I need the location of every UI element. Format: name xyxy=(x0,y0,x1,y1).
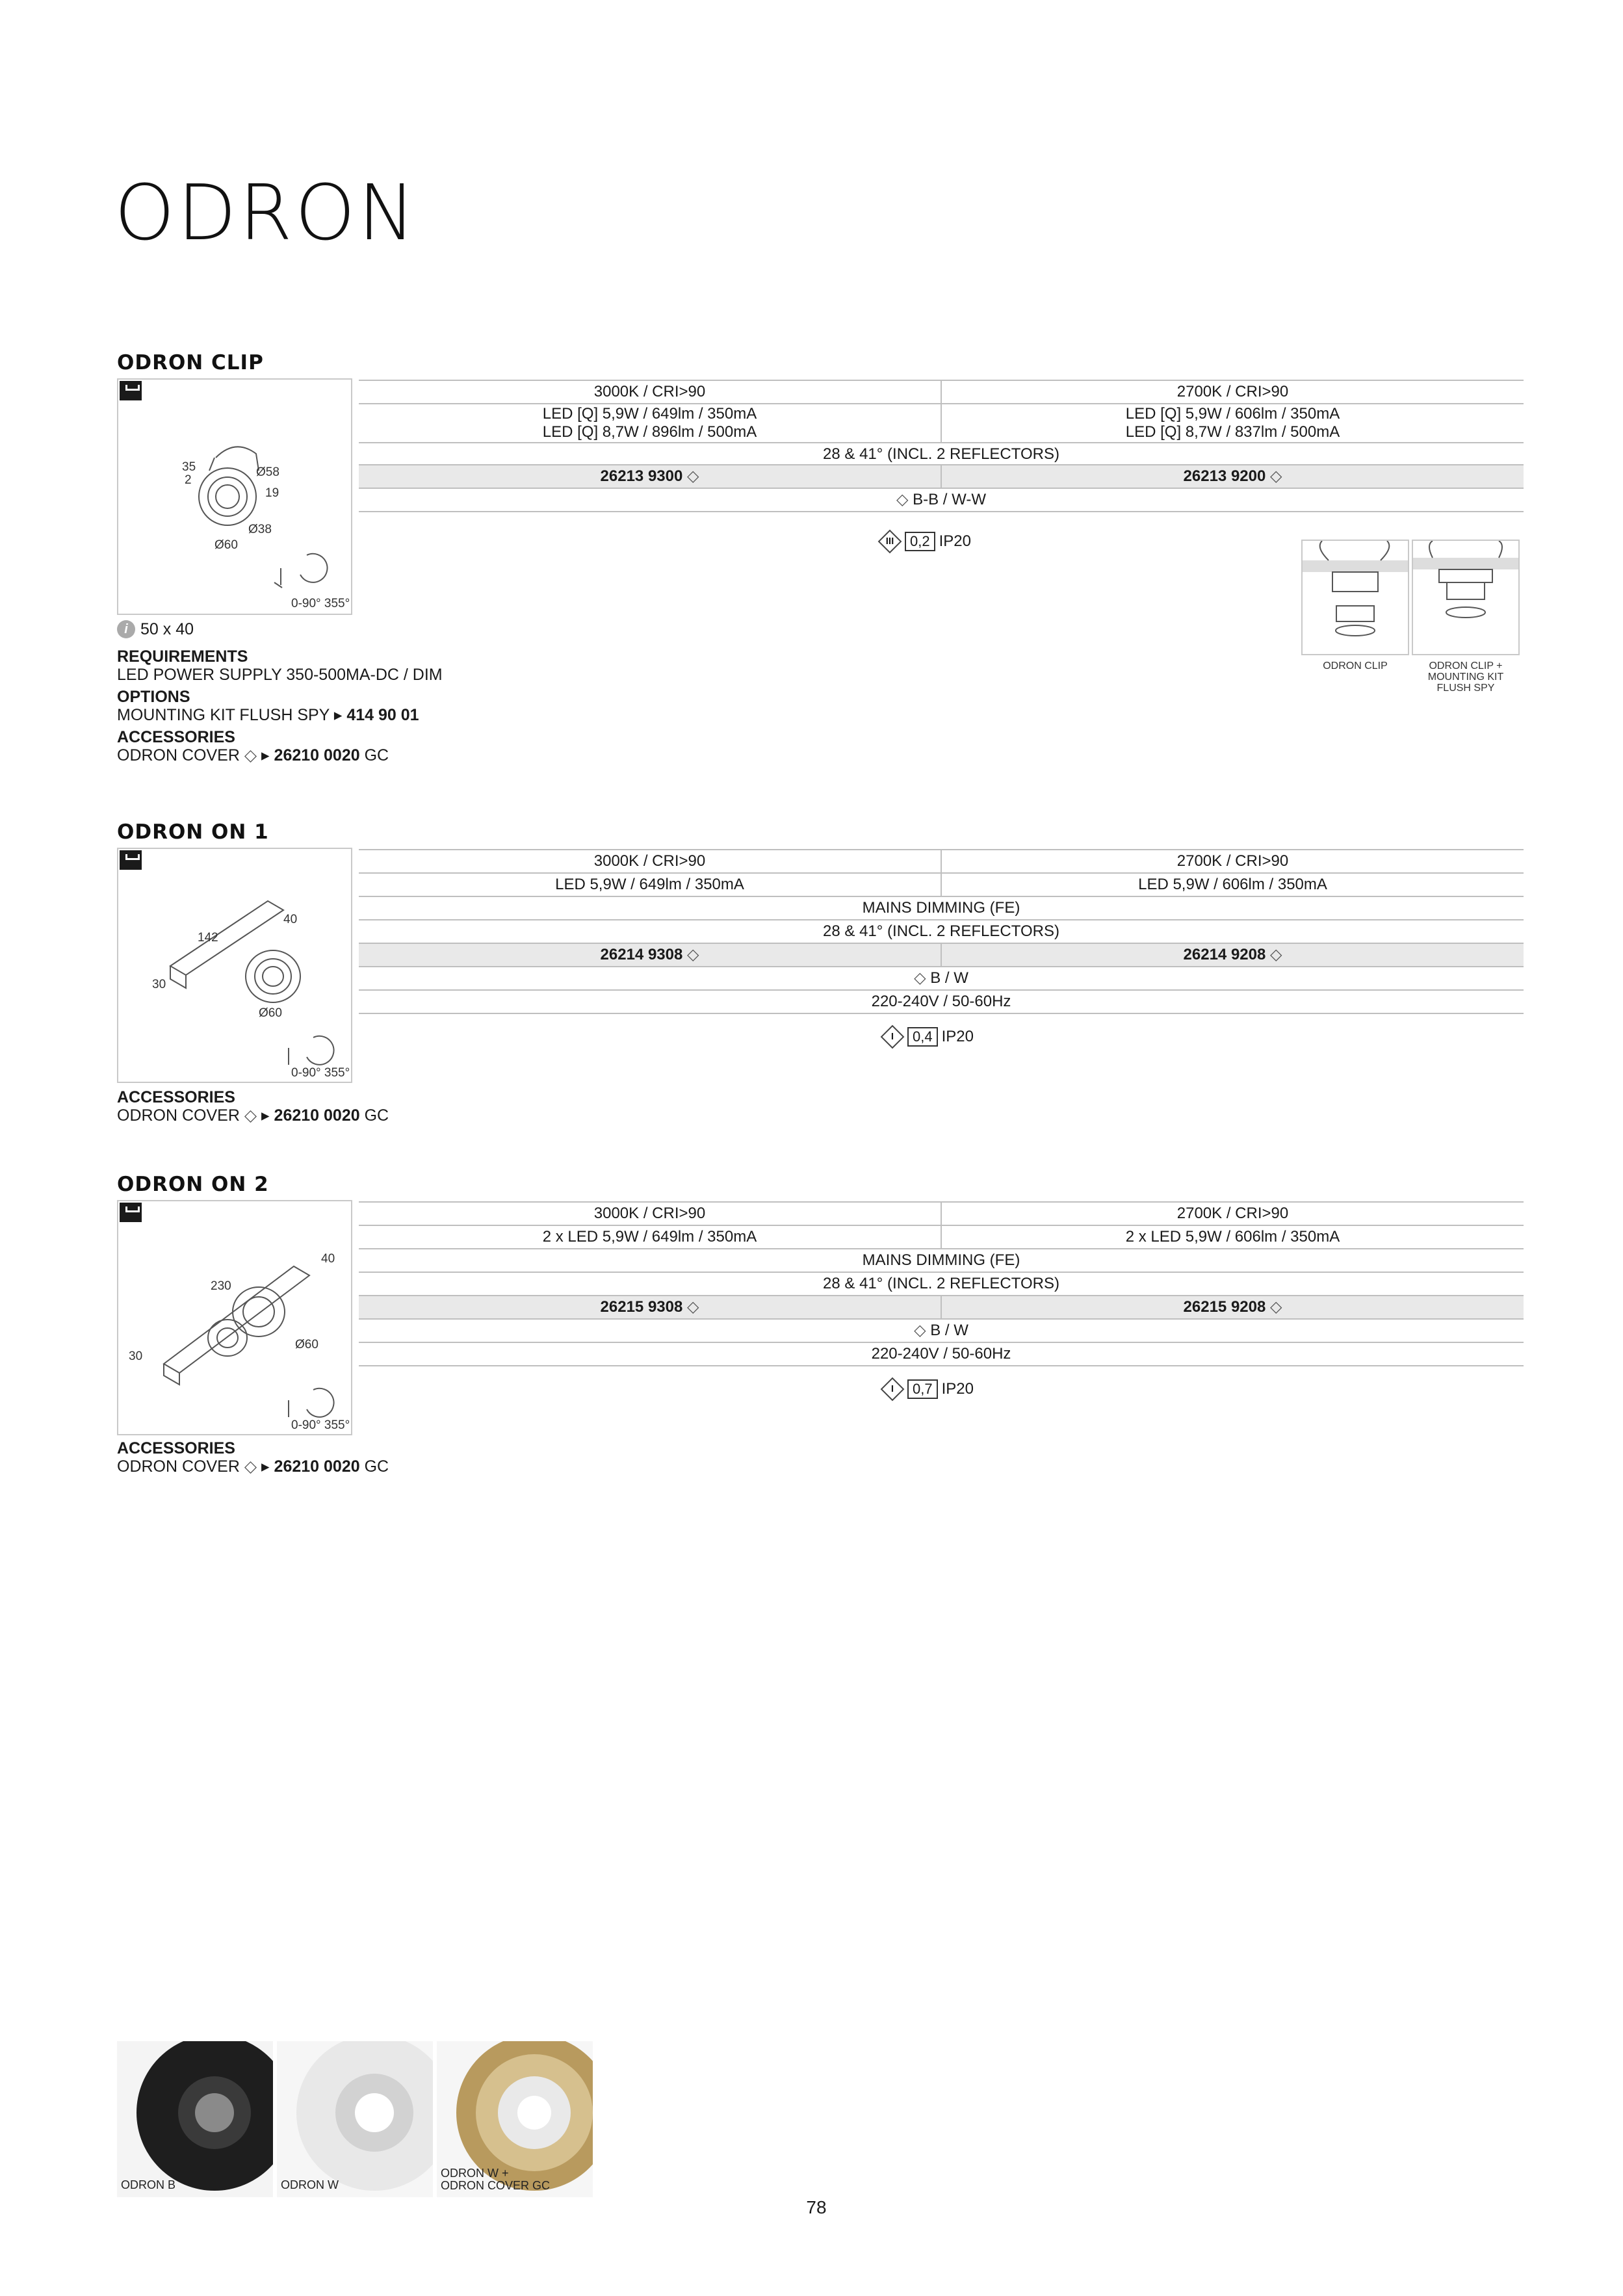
photo-caption: ODRON B xyxy=(121,2178,176,2191)
led-3000k: LED 5,9W / 649lm / 350mA xyxy=(555,876,744,893)
photo-caption: ODRON W + ODRON COVER GC xyxy=(441,2167,551,2192)
photo-caption: ODRON W xyxy=(281,2178,339,2191)
spec-table-odron-on-1 xyxy=(359,849,1524,1018)
class-i-icon: I xyxy=(881,1377,905,1402)
accessory-code[interactable]: 26210 0020 xyxy=(274,746,360,764)
section-title-odron-on-1: ODRON ON 1 xyxy=(117,820,269,844)
options-line: MOUNTING KIT FLUSH SPY ▸ 414 90 01 xyxy=(117,706,419,724)
meta-block-odron-on-1 xyxy=(117,1088,389,1125)
temp-2700k: 2700K / CRI>90 xyxy=(941,1203,1524,1225)
product-code[interactable]: 26213 9200 ◇ xyxy=(941,465,1524,488)
dim-label: Ø58 xyxy=(256,465,279,479)
mount-image-odron-clip xyxy=(1301,540,1409,655)
dim-label: 19 xyxy=(265,486,279,500)
spec-table-odron-on-2 xyxy=(359,1201,1524,1370)
temp-3000k: 3000K / CRI>90 xyxy=(593,852,706,870)
electrical-class-line xyxy=(884,1379,974,1399)
product-code[interactable]: 26214 9208 ◇ xyxy=(941,944,1524,966)
mount-caption: ODRON CLIP + MOUNTING KIT FLUSH SPY xyxy=(1427,660,1504,694)
class-iii-icon: III xyxy=(878,530,902,554)
dim-label: 35 xyxy=(182,460,196,474)
odron-w-image xyxy=(277,2041,433,2197)
dim-label: 142 xyxy=(198,931,218,945)
dim-label: Ø60 xyxy=(259,1006,282,1020)
accessory-code[interactable]: 26210 0020 xyxy=(274,1106,360,1125)
temp-2700k: 2700K / CRI>90 xyxy=(941,850,1524,872)
dim-label: Ø60 xyxy=(214,538,238,552)
spec-table-odron-clip xyxy=(359,380,1524,555)
electrical-class-line xyxy=(884,1027,974,1047)
product-code[interactable]: 26215 9208 ◇ xyxy=(941,1296,1524,1318)
product-code[interactable]: 26213 9300 ◇ xyxy=(600,467,699,485)
accessories-line: ODRON COVER ◇ ▸ 26210 0020 GC xyxy=(117,1106,389,1125)
dim-label: 40 xyxy=(321,1252,335,1266)
dim-label: 30 xyxy=(129,1350,143,1363)
mount-image-odron-clip-kit xyxy=(1412,540,1520,655)
cutout-line xyxy=(117,620,194,638)
accessories-line: ODRON COVER ◇ ▸ 26210 0020 GC xyxy=(117,746,389,764)
weight-value: 0,2 xyxy=(905,532,935,551)
product-drawing-odron-on-2 xyxy=(117,1200,352,1435)
led-2700k: LED 5,9W / 606lm / 350mA xyxy=(941,874,1524,896)
beam-angle: 28 & 41° (INCL. 2 REFLECTORS) xyxy=(823,922,1059,940)
accessories-label: ACCESSORIES xyxy=(117,1088,235,1106)
beam-angle: 28 & 41° (INCL. 2 REFLECTORS) xyxy=(823,1275,1059,1292)
accessories-label: ACCESSORIES xyxy=(117,1439,235,1457)
led-line: LED [Q] 5,9W / 649lm / 350mA xyxy=(542,405,757,423)
dim-label: 30 xyxy=(152,978,166,991)
rotation-label: 0-90° 355° xyxy=(291,1066,350,1080)
product-drawing-odron-on-1 xyxy=(117,848,352,1083)
odron-on-1-drawing xyxy=(118,849,351,1082)
meta-block-odron-clip xyxy=(117,647,443,764)
brand-title: ODRON xyxy=(114,168,418,257)
led-2700k xyxy=(941,404,1524,442)
dim-label: 2 xyxy=(185,473,192,487)
meta-block-odron-on-2 xyxy=(117,1439,389,1476)
photo-odron-w xyxy=(277,2041,433,2197)
options-label: OPTIONS xyxy=(117,688,190,706)
weight-value: 0,4 xyxy=(907,1027,938,1047)
temp-3000k: 3000K / CRI>90 xyxy=(593,383,706,400)
ip-rating: IP20 xyxy=(941,1380,974,1398)
mount-caption: ODRON CLIP xyxy=(1323,660,1388,672)
ip-rating: IP20 xyxy=(939,532,971,550)
page-number: 78 xyxy=(806,2197,827,2217)
finish: ◇ B / W xyxy=(914,1322,968,1339)
dim-label: Ø38 xyxy=(248,523,272,536)
dim-label: Ø60 xyxy=(295,1338,318,1351)
led-2700k: 2 x LED 5,9W / 606lm / 350mA xyxy=(941,1226,1524,1248)
accessories-line: ODRON COVER ◇ ▸ 26210 0020 GC xyxy=(117,1457,389,1476)
cutout-size: 50 x 40 xyxy=(140,620,194,638)
product-code[interactable]: 26214 9308 ◇ xyxy=(600,946,699,963)
mount-drawing xyxy=(1413,541,1518,654)
dim-label: 230 xyxy=(211,1279,231,1293)
finish: ◇ B-B / W-W xyxy=(896,491,986,508)
requirements-text: LED POWER SUPPLY 350-500MA-DC / DIM xyxy=(117,666,443,684)
led-3000k: 2 x LED 5,9W / 649lm / 350mA xyxy=(542,1228,757,1246)
options-code[interactable]: 414 90 01 xyxy=(346,706,419,724)
photo-odron-b xyxy=(117,2041,273,2197)
temp-2700k: 2700K / CRI>90 xyxy=(941,381,1524,403)
beam-angle: 28 & 41° (INCL. 2 REFLECTORS) xyxy=(823,445,1059,463)
section-title-odron-clip: ODRON CLIP xyxy=(117,351,264,374)
dimming: MAINS DIMMING (FE) xyxy=(862,1251,1020,1269)
ip-rating: IP20 xyxy=(941,1028,974,1045)
accessory-code[interactable]: 26210 0020 xyxy=(274,1457,360,1476)
temp-3000k: 3000K / CRI>90 xyxy=(593,1205,706,1222)
rotation-label: 0-90° 355° xyxy=(291,1418,350,1432)
accessories-label: ACCESSORIES xyxy=(117,728,235,746)
dim-label: 40 xyxy=(283,913,298,926)
rotation-label: 0-90° 355° xyxy=(291,597,350,610)
dimming: MAINS DIMMING (FE) xyxy=(862,899,1020,917)
section-title-odron-on-2: ODRON ON 2 xyxy=(117,1173,269,1196)
requirements-label: REQUIREMENTS xyxy=(117,647,248,666)
class-i-icon: I xyxy=(881,1025,905,1049)
electrical-class-line xyxy=(881,532,971,551)
finish: ◇ B / W xyxy=(914,969,968,987)
mount-drawing xyxy=(1303,541,1408,654)
led-line: LED [Q] 8,7W / 837lm / 500mA xyxy=(1125,423,1340,441)
led-line: LED [Q] 8,7W / 896lm / 500mA xyxy=(542,423,757,441)
product-drawing-odron-clip xyxy=(117,378,352,615)
product-code[interactable]: 26215 9308 ◇ xyxy=(600,1298,699,1316)
odron-on-2-drawing xyxy=(118,1201,351,1434)
voltage: 220-240V / 50-60Hz xyxy=(871,993,1011,1010)
info-icon: i xyxy=(117,620,135,638)
voltage: 220-240V / 50-60Hz xyxy=(871,1345,1011,1363)
odron-b-image xyxy=(117,2041,273,2197)
led-line: LED [Q] 5,9W / 606lm / 350mA xyxy=(1125,405,1340,423)
odron-clip-drawing xyxy=(118,380,351,614)
weight-value: 0,7 xyxy=(907,1379,938,1399)
led-3000k xyxy=(359,404,941,442)
